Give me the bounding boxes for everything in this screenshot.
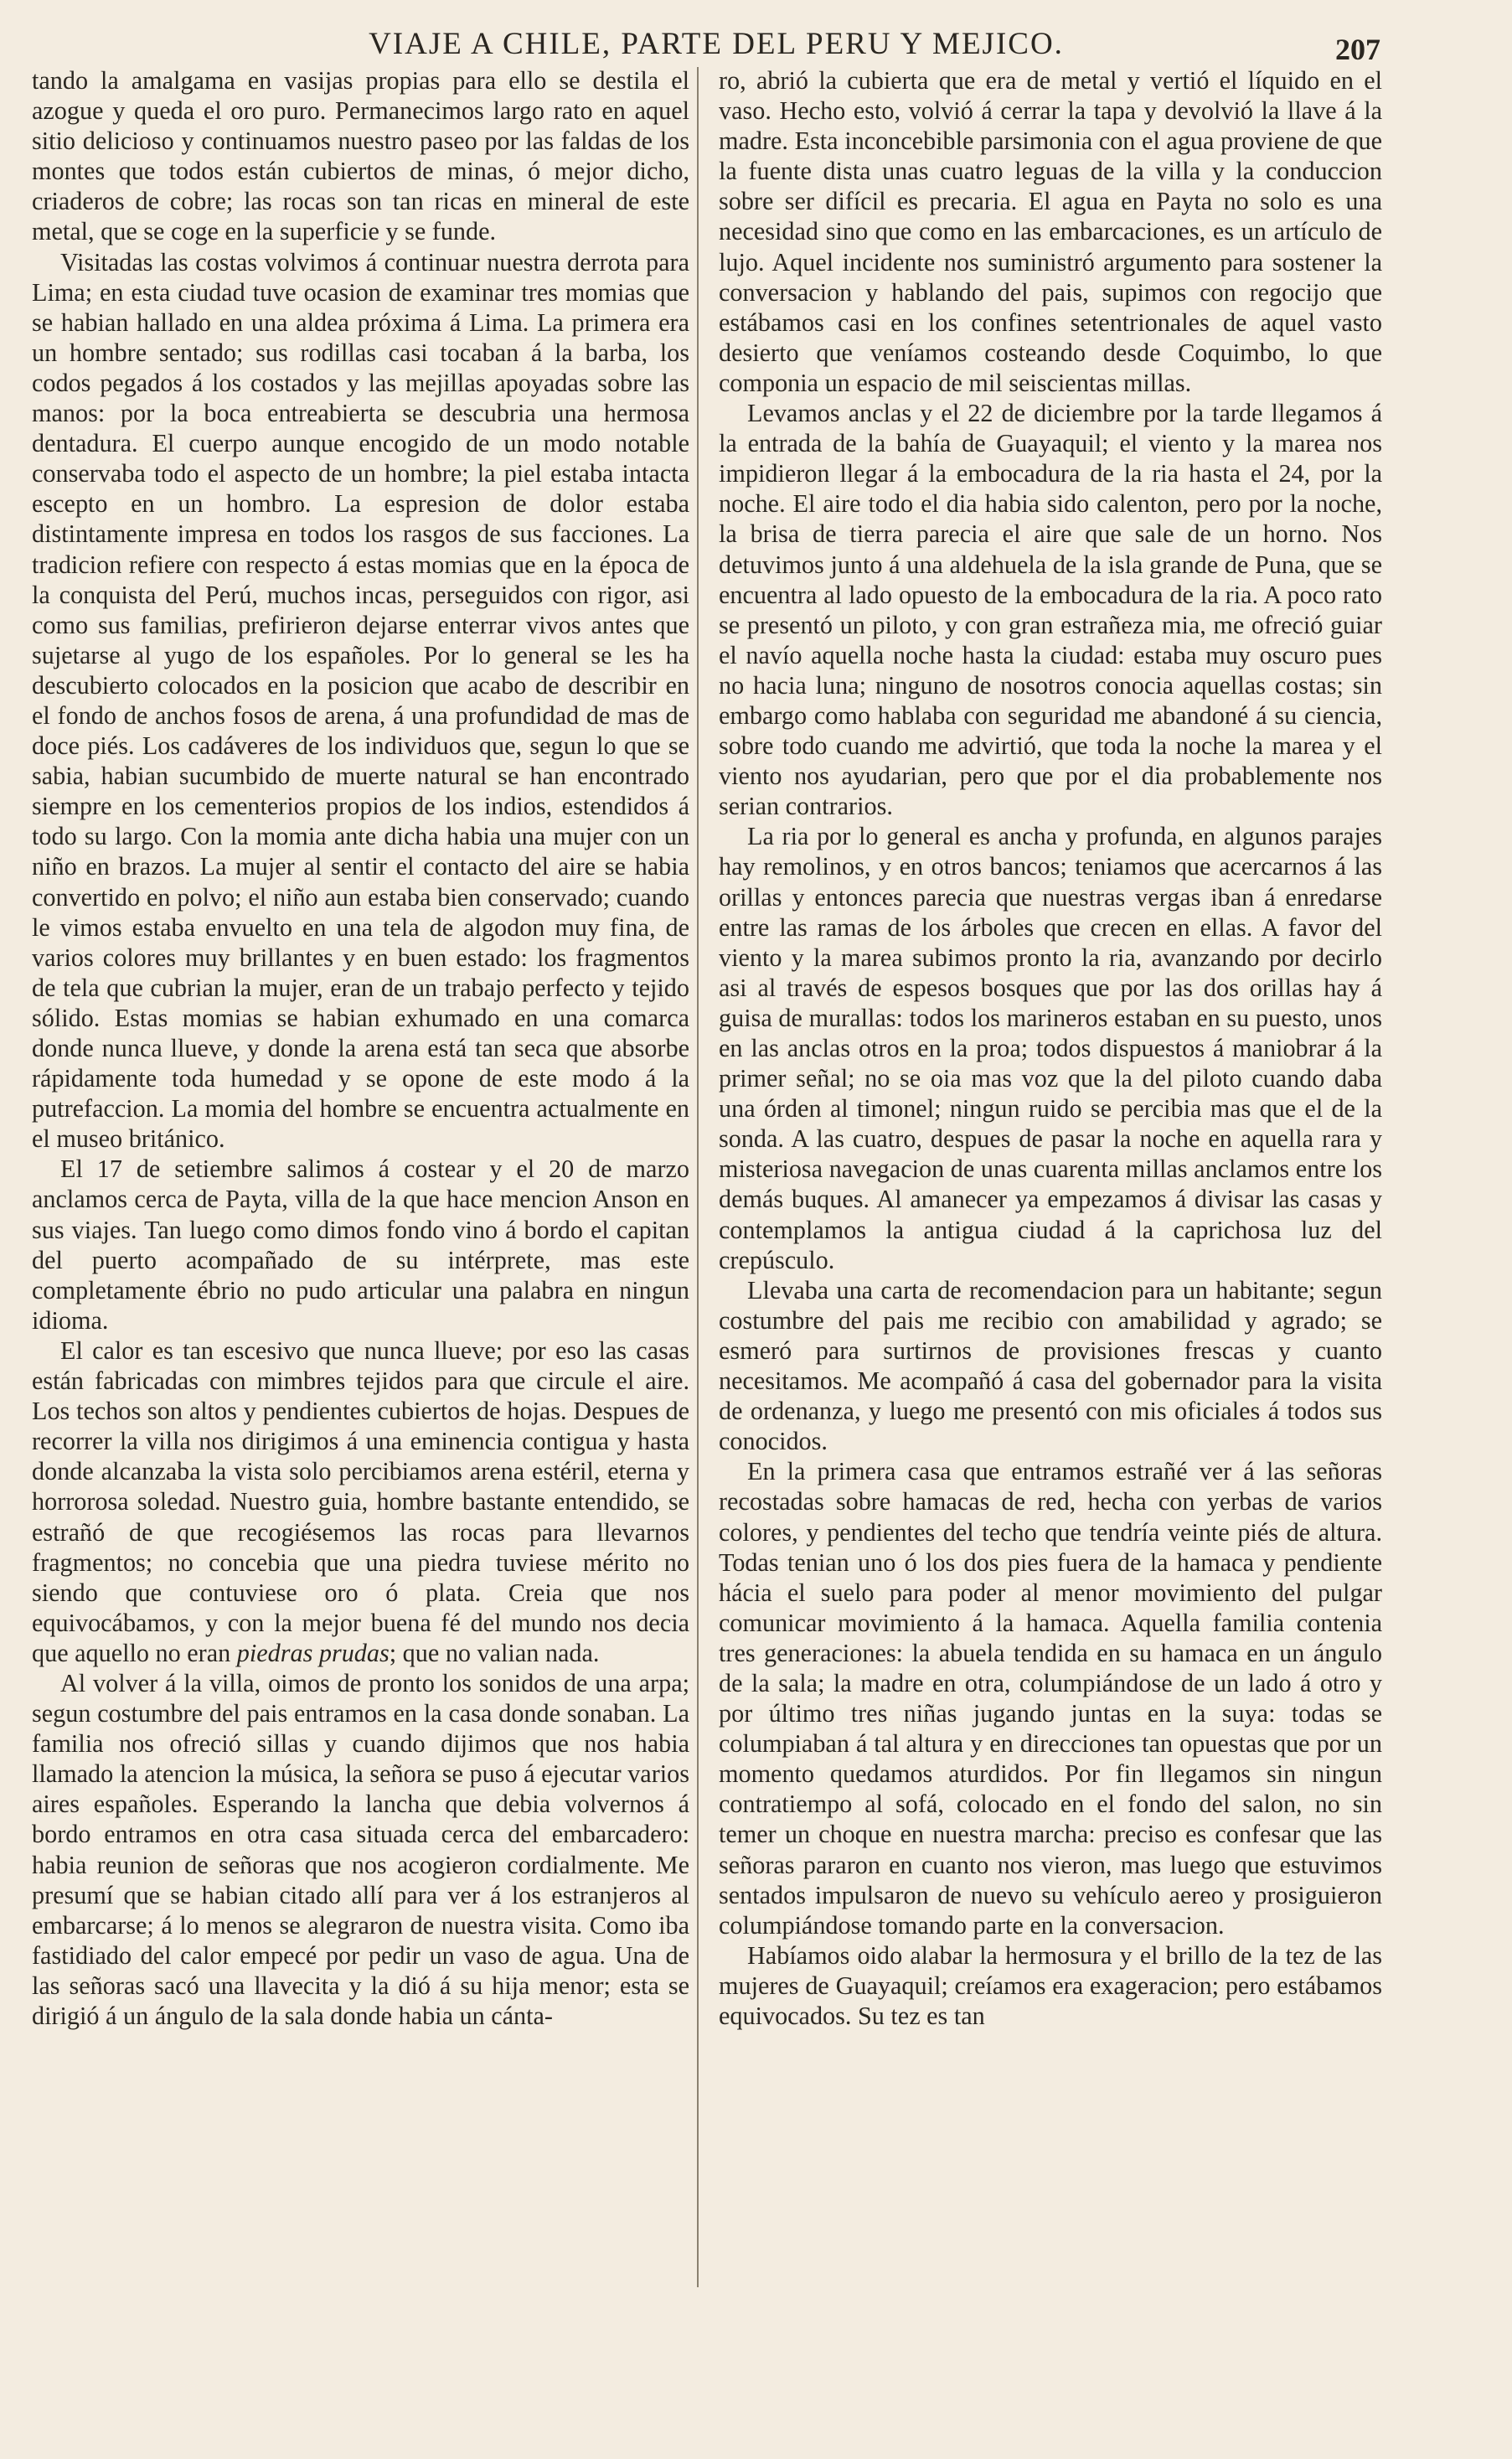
page-number: 207	[1335, 33, 1380, 66]
italic-phrase: piedras prudas	[236, 1638, 390, 1667]
paragraph: La ria por lo general es ancha y profunda, en algunos parajes hay remolinos, y en otros bancos; teniamos que acercarnos á las orillas y entonces parecia que nuestras vergas iban á enredarse entre las ramas de los árboles que crecen en ellas. A favor del viento y la marea subimos pronto la ria, avanzando por decirlo asi al través de espesos bosques que por las dos orillas hay á guisa de murallas: todos los marineros estaban en su puesto, unos en las anclas otros en la proa; todos dispuestos á maniobrar á la primer señal; no se oia mas voz que la del piloto cuando daba una órden al timonel; ningun ruido se percibia mas que el de la sonda. A las cuatro, despues de pasar la noche en aquella rara y misteriosa navegacion de unas cuarenta millas anclamos entre los demás buques. Al amanecer ya empezamos á divisar las casas y contemplamos la antigua ciudad á la caprichosa luz del crepúsculo.	[719, 822, 1382, 1274]
page-header	[0, 23, 1512, 65]
paragraph: Habíamos oido alabar la hermosura y el brillo de la tez de las mujeres de Guayaquil; creíamos era exageracion; pero estábamos equivocados. Su tez es tan	[719, 1940, 1382, 2030]
paragraph: ro, abrió la cubierta que era de metal y vertió el líquido en el vaso. Hecho esto, volvió á cerrar la tapa y devolvió la llave á la madre. Esta inconcebible parsimonia con el agua proviene de que la fuente dista unas cuatro leguas de la villa y la conduccion sobre ser difícil es precaria. El agua en Payta no solo es una necesidad sino que como en las embarcaciones, es un artículo de lujo. Aquel incidente nos suministró argumento para sostener la conversacion y hablando del pais, supimos con regocijo que estábamos casi en los confines setentrionales de aquel vasto desierto que veníamos costeando desde Coquimbo, lo que componia un espacio de mil seiscientas millas.	[719, 66, 1382, 397]
right-column	[719, 65, 1382, 2031]
paragraph: Al volver á la villa, oimos de pronto los sonidos de una arpa; segun costumbre del pais entramos en la casa donde sonaban. La familia nos ofreció sillas y cuando dijimos que nos habia llamado la atencion la música, la señora se puso á ejecutar varios aires españoles. Esperando la lancha que debia volvernos á bordo entramos en otra casa situada cerca del embarcadero: habia reunion de señoras que nos acogieron cordialmente. Me presumí que se habian citado allí para ver á los estranjeros al embarcarse; á lo menos se alegraron de nuestra visita. Como iba fastidiado del calor empecé por pedir un vaso de agua. Una de las señoras sacó una llavecita y la dió á su hija menor; esta se dirigió á un ángulo de la sala donde habia un cánta-	[32, 1668, 689, 2030]
column-divider	[697, 67, 699, 2287]
left-column	[32, 65, 689, 2031]
paragraph: Llevaba una carta de recomendacion para un habitante; segun costumbre del pais me recibio con amabilidad y agrado; se esmeró para surtirnos de provisiones frescas y cuanto necesitamos. Me acompañó á casa del gobernador para la visita de ordenanza, y luego me presentó con mis oficiales á todos sus conocidos.	[719, 1275, 1382, 1456]
running-title: VIAJE A CHILE, PARTE DEL PERU Y MEJICO.	[369, 27, 1064, 61]
paragraph: Levamos anclas y el 22 de diciembre por la tarde llegamos á la entrada de la bahía de Guayaquil; el viento y la marea nos impidieron llegar á la embocadura de la ria hasta el 24, por la noche. El aire todo el dia habia sido calenton, pero por la noche, la brisa de tierra parecia el aire que sale de un horno. Nos detuvimos junto á una aldehuela de la isla grande de Puna, que se encuentra al lado opuesto de la embocadura de la ria. A poco rato se presentó un piloto, y con gran estrañeza mia, me ofreció guiar el navío aquella noche hasta la ciudad: estaba muy oscuro pues no hacia luna; ninguno de nosotros conocia aquellas costas; sin embargo como hablaba con seguridad me abandoné á su ciencia, sobre todo cuando me advirtió, que toda la noche la marea y el viento nos ayudarian, pero que por el dia probablemente nos serian contrarios.	[719, 399, 1382, 821]
paragraph: tando la amalgama en vasijas propias para ello se destila el azogue y queda el oro puro. Permanecimos largo rato en aquel sitio delicioso y continuamos nuestro paseo por las faldas de los montes que todos están cubiertos de minas, ó mejor dicho, criaderos de cobre; las rocas son tan ricas en mineral de este metal, que se coge en la superficie y se funde.	[32, 66, 689, 246]
paragraph-text: ; que no valian nada.	[389, 1638, 600, 1667]
paragraph: Visitadas las costas volvimos á continuar nuestra derrota para Lima; en esta ciudad tuve ocasion de examinar tres momias que se habian hallado en una aldea próxima á Lima. La primera era un hombre sentado; sus rodillas casi tocaban á la barba, los codos pegados á los costados y las mejillas apoyadas sobre las manos: por la boca entreabierta se descubria una hermosa dentadura. El cuerpo aunque encogido de un modo notable conservaba todo el aspecto de un hombre; la piel estaba intacta escepto en un hombro. La espresion de dolor estaba distintamente impresa en todos los rasgos de sus facciones. La tradicion refiere con respecto á estas momias que en la época de la conquista del Perú, muchos incas, perseguidos con rigor, asi como sus familias, prefirieron dejarse enterrar vivos antes que sujetarse al yugo de los españoles. Por lo general se les ha descubierto colocados en la posicion que acabo de describir en el fondo de anchos fosos de arena, á una profundidad de mas de doce piés. Los cadáveres de los individuos que, segun lo que se sabia, habian sucumbido de muerte natural se han encontrado siempre en los cementerios propios de los indios, estendidos á todo su largo. Con la momia ante dicha habia una mujer con un niño en brazos. La mujer al sentir el contacto del aire se habia convertido en polvo; el niño aun estaba bien conservado; cuando le vimos estaba envuelto en una tela de algodon muy fina, de varios colores muy brillantes y en buen estado: los fragmentos de tela que cubrian la mujer, eran de un trabajo perfecto y tejido sólido. Estas momias se habian exhumado en una comarca donde nunca llueve, y donde la arena está tan seca que absorbe rápidamente toda humedad y se opone de este modo á la putrefaccion. La momia del hombre se encuentra actualmente en el museo británico.	[32, 247, 689, 1154]
paragraph: En la primera casa que entramos estrañé ver á las señoras recostadas sobre hamacas de red, hecha con yerbas de varios colores, y pendientes del techo que tendría veinte piés de altura. Todas tenian uno ó los dos pies fuera de la hamaca y pendiente hácia el suelo para poder al menor movimiento del pulgar comunicar movimiento á la hamaca. Aquella familia contenia tres generaciones: la abuela tendida en su hamaca en un ángulo de la sala; la madre en otra, columpiándose de un lado á otro y por último tres niñas jugando juntas en la suya: todas se columpiaban á tal altura y en direcciones tan opuestas que por un momento quedamos aturdidos. Por fin llegamos sin ningun contratiempo al sofá, colocado en el fondo del salon, no sin temer un choque en nuestra marcha: preciso es confesar que las señoras pararon en cuanto nos vieron, mas luego que estuvimos sentados impulsaron de nuevo su vehículo aereo y prosiguieron columpiándose tomando parte en la conversacion.	[719, 1457, 1382, 1940]
paragraph	[32, 1335, 689, 1668]
paragraph: El 17 de setiembre salimos á costear y el 20 de marzo anclamos cerca de Payta, villa de la que hace mencion Anson en sus viajes. Tan luego como dimos fondo vino á bordo el capitan del puerto acompañado de su intérprete, mas este completamente ébrio no pudo articular una palabra en ningun idioma.	[32, 1155, 689, 1335]
paragraph-text: El calor es tan escesivo que nunca llueve; por eso las casas están fabricadas con mimbres tejidos para que circule el aire. Los techos son altos y pendientes cubiertos de hojas. Despues de recorrer la villa nos dirigimos á una eminencia contigua y hasta donde alcanzaba la vista solo percibiamos arena estéril, eterna y horrorosa soledad. Nuestro guia, hombre bastante entendido, se estrañó de que recogiésemos las rocas para llevarnos fragmentos; no concebia que una piedra tuviese mérito no siendo que contuviese oro ó plata. Creia que nos equivocábamos, y con la mejor buena fé del mundo nos decia que aquello no eran	[32, 1335, 689, 1667]
